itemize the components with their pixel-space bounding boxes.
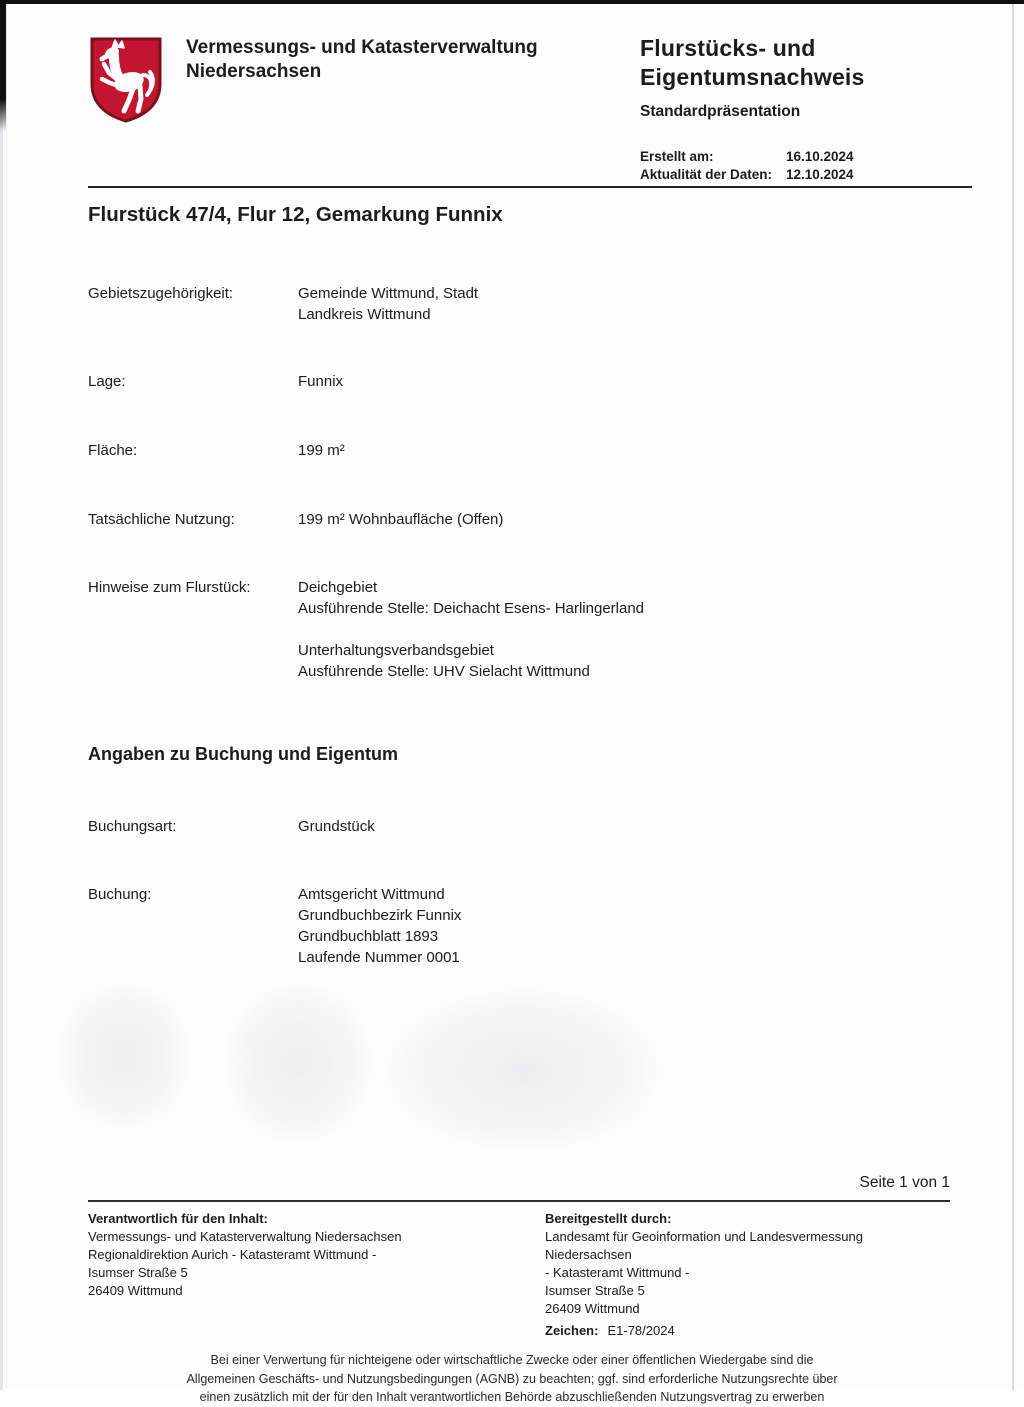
redaction-blob: [58, 982, 190, 1130]
scan-edge-top: [0, 0, 1024, 4]
field-value: [298, 816, 375, 837]
value-line: Ausführende Stelle: Deichacht Esens- Harlingerland: [298, 600, 645, 617]
footer-responsible-heading: Verantwortlich für den Inhalt:: [88, 1211, 268, 1226]
footer-line: 26409 Wittmund: [88, 1283, 183, 1298]
reference-label: Zeichen:: [545, 1323, 599, 1338]
footer-responsible-block: [88, 1210, 518, 1300]
usage-notice-line: Bei einer Verwertung für nichteigene oder wirtschaftliche Zwecke oder einer öffentlichen Wiedergabe sind die: [210, 1353, 814, 1367]
scan-edge-left-2: [6, 0, 7, 1390]
footer-line: Isumser Straße 5: [545, 1283, 645, 1298]
data-currency-label: Aktualität der Daten:: [640, 167, 773, 182]
booking-section-heading: Angaben zu Buchung und Eigentum: [88, 744, 398, 764]
org-name-line1: Vermessungs- und Katasterverwaltung: [186, 37, 538, 58]
scan-edge-right: [1012, 0, 1014, 1390]
reference-row: [545, 1322, 975, 1340]
niedersachsen-coat-of-arms-icon: [88, 36, 164, 129]
field-label: Hinweise zum Flurstück:: [88, 579, 251, 596]
document-title-line2: Eigentumsnachweis: [640, 64, 865, 90]
field-label: Buchungsart:: [88, 818, 177, 835]
value-line: 199 m²: [298, 442, 345, 459]
value-line: Gemeinde Wittmund, Stadt: [298, 285, 479, 302]
footer-line: Regionaldirektion Aurich - Katasteramt Wittmund -: [88, 1247, 377, 1262]
value-line: Ausführende Stelle: UHV Sielacht Wittmund: [298, 663, 590, 680]
field-value: [298, 371, 343, 392]
field-value: [298, 577, 644, 682]
parcel-title: Flurstück 47/4, Flur 12, Gemarkung Funnix: [88, 203, 503, 226]
header-divider: [88, 186, 972, 188]
reference-value: E1-78/2024: [607, 1323, 675, 1338]
org-name: [186, 36, 538, 84]
field-value: [298, 283, 478, 325]
field-label: Fläche:: [88, 442, 138, 459]
scan-edge-left-dark: [0, 0, 6, 132]
value-line: Funnix: [298, 373, 344, 390]
data-currency-value: 12.10.2024: [786, 167, 854, 182]
data-currency-row: [640, 166, 854, 184]
field-label: Lage:: [88, 373, 126, 390]
value-line-blank: [298, 619, 644, 640]
field-label: Gebietszugehörigkeit:: [88, 285, 234, 302]
created-label: Erstellt am:: [640, 149, 714, 164]
value-line: 199 m² Wohnbaufläche (Offen): [298, 511, 504, 528]
field-label: Buchung:: [88, 886, 152, 903]
footer-line: Vermessungs- und Katasterverwaltung Niedersachsen: [88, 1229, 402, 1244]
footer-provider-block: [545, 1210, 975, 1340]
footer-line: Niedersachsen: [545, 1247, 632, 1262]
created-value: 16.10.2024: [786, 149, 854, 164]
redaction-blob: [224, 982, 372, 1144]
value-line: Grundbuchbezirk Funnix: [298, 907, 462, 924]
value-line: Grundbuchblatt 1893: [298, 928, 439, 945]
value-line: Grundstück: [298, 818, 375, 835]
usage-notice-line: Allgemeinen Geschäfts- und Nutzungsbedingungen (AGNB) zu beachten; ggf. sind erforderliche Nutzungsrechte über: [186, 1371, 838, 1386]
page-indicator: Seite 1 von 1: [859, 1174, 950, 1191]
value-line: Deichgebiet: [298, 579, 378, 596]
usage-notice-line: einen zusätzlich mit der für den Inhalt verantwortlichen Behörde abzuschließenden Nutzungsvertrag zu erwerben: [199, 1390, 825, 1404]
footer-line: 26409 Wittmund: [545, 1301, 640, 1316]
document-title-line1: Flurstücks- und: [640, 35, 816, 61]
document-title: [640, 34, 865, 92]
field-value: [298, 440, 345, 461]
value-line: Amtsgericht Wittmund: [298, 886, 445, 903]
value-line: Laufende Nummer 0001: [298, 949, 460, 966]
created-row: [640, 148, 854, 166]
footer-line: Landesamt für Geoinformation und Landesvermessung: [545, 1229, 863, 1244]
usage-notice: [62, 1351, 962, 1407]
field-value: [298, 885, 461, 969]
field-value: [298, 509, 503, 530]
org-name-line2: Niedersachsen: [186, 61, 322, 82]
footer-divider: [88, 1200, 950, 1202]
value-line: Unterhaltungsverbandsgebiet: [298, 642, 494, 659]
value-line: Landkreis Wittmund: [298, 306, 431, 323]
footer-line: Isumser Straße 5: [88, 1265, 188, 1280]
scan-edge-left: [0, 0, 3, 1390]
document-dates: [640, 148, 854, 184]
document-subtitle: Standardpräsentation: [640, 103, 801, 120]
footer-provider-heading: Bereitgestellt durch:: [545, 1211, 672, 1226]
footer-line: - Katasteramt Wittmund -: [545, 1265, 690, 1280]
redaction-blob: [384, 988, 662, 1152]
field-label: Tatsächliche Nutzung:: [88, 511, 235, 528]
